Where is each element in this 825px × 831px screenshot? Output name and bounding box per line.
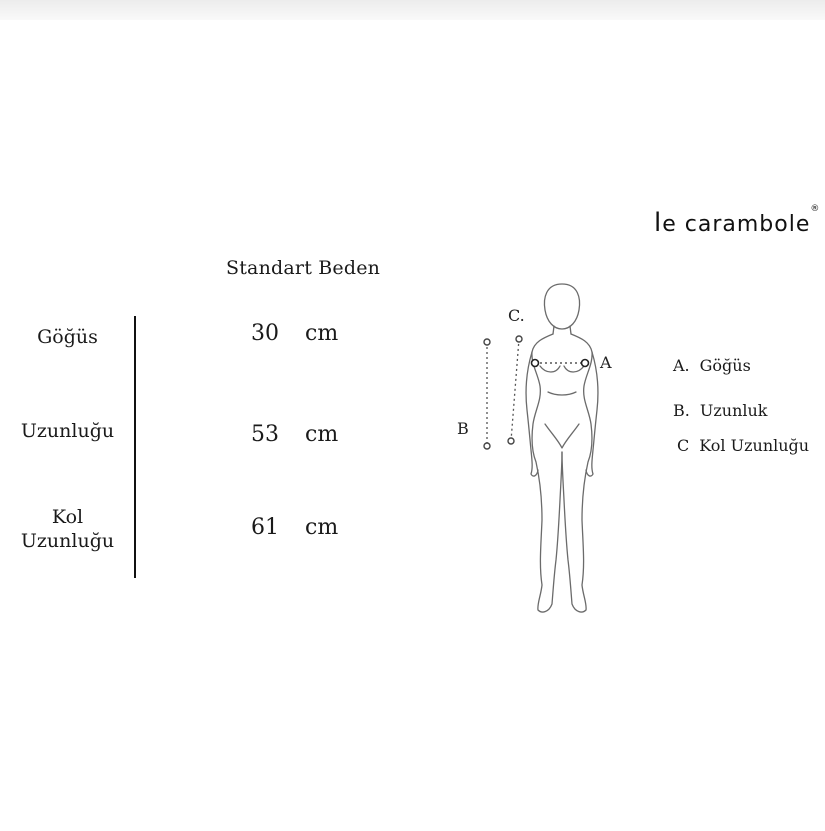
row-label-gogus: Göğüs — [37, 326, 98, 348]
legend-item-b: B. Uzunluk — [673, 401, 768, 420]
mannequin-outline — [526, 284, 598, 612]
marker-a-label: A — [600, 353, 612, 372]
marker-b-label: B — [457, 419, 469, 438]
row-unit-uzunlugu: cm — [305, 422, 339, 447]
row-label-uzunlugu: Uzunluğu — [20, 420, 115, 442]
legend-item-a: A. Göğüs — [673, 356, 751, 375]
measure-c-sleeve — [508, 336, 522, 444]
marker-c-label: C. — [508, 306, 525, 325]
row-unit-gogus: cm — [305, 321, 339, 346]
row-value-kol-uzunlugu: 61 — [251, 515, 279, 540]
brand-logo: le carambole ® — [654, 204, 821, 238]
row-value-uzunlugu: 53 — [251, 422, 279, 447]
row-label-kol-uzunlugu: Kol Uzunluğu — [20, 506, 115, 552]
legend-item-c: C Kol Uzunluğu — [677, 436, 810, 455]
size-heading: Standart Beden — [226, 257, 381, 279]
row-unit-kol-uzunlugu: cm — [305, 515, 339, 540]
row-value-gogus: 30 — [251, 321, 279, 346]
measure-b-length — [484, 339, 490, 449]
